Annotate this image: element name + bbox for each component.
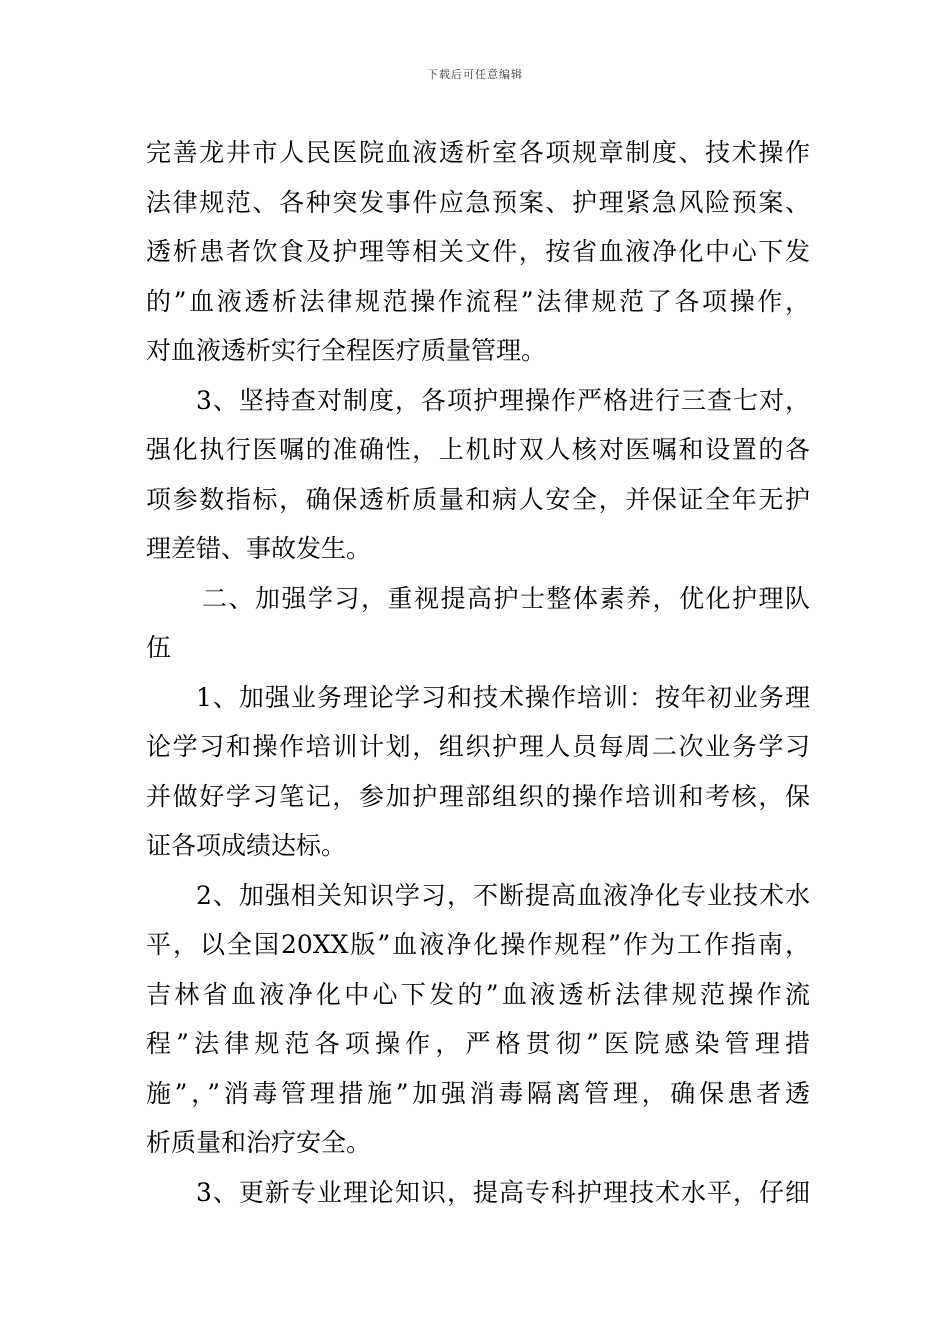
text-line: 平，以全国20XX版”血液净化操作规程”作为工作指南， xyxy=(146,930,810,959)
paragraph-start: 3、更新专业理论知识，提高专科护理技术水平，仔细 xyxy=(196,1177,810,1207)
text-line: 理差错、事故发生。 xyxy=(146,534,372,563)
text-line: 透析患者饮食及护理等相关文件，按省血液净化中心下发 xyxy=(146,237,810,266)
paragraph-start: 2、加强相关知识学习，不断提高血液净化专业技术水 xyxy=(196,880,810,910)
text-line: 析质量和治疗安全。 xyxy=(146,1128,372,1157)
paragraph-start: 3、坚持查对制度，各项护理操作严格进行三查七对， xyxy=(196,385,810,415)
text-line: 项参数指标，确保透析质量和病人安全，并保证全年无护 xyxy=(146,484,810,514)
text-line: 法律规范、各种突发事件应急预案、护理紧急风险预案、 xyxy=(146,187,810,217)
text-line: 吉林省血液净化中心下发的”血液透析法律规范操作流 xyxy=(146,979,810,1009)
paragraph-start: 1、加强业务理论学习和技术操作培训：按年初业务理 xyxy=(196,682,810,712)
text-line: 对血液透析实行全程医疗质量管理。 xyxy=(146,336,547,365)
section-heading: 二、加强学习，重视提高护士整体素养，优化护理队 xyxy=(202,583,810,613)
page-header-note: 下载后可任意编辑 xyxy=(427,68,523,81)
text-line: 程”法律规范各项操作，严格贯彻”医院感染管理措 xyxy=(146,1029,810,1058)
text-line: 的”血液透析法律规范操作流程”法律规范了各项操作， xyxy=(146,286,810,316)
text-line: 并做好学习笔记，参加护理部组织的操作培训和考核，保 xyxy=(146,781,810,811)
document-body xyxy=(146,128,810,1217)
text-line: 完善龙井市人民医院血液透析室各项规章制度、技术操作 xyxy=(146,138,810,167)
text-line: 强化执行医嘱的准确性，上机时双人核对医嘱和设置的各 xyxy=(146,435,810,464)
text-line: 施”，”消毒管理措施”加强消毒隔离管理，确保患者透 xyxy=(146,1078,810,1108)
section-heading-continued: 伍 xyxy=(146,633,172,662)
text-line: 证各项成绩达标。 xyxy=(146,831,347,860)
text-line: 论学习和操作培训计划，组织护理人员每周二次业务学习 xyxy=(146,732,810,761)
